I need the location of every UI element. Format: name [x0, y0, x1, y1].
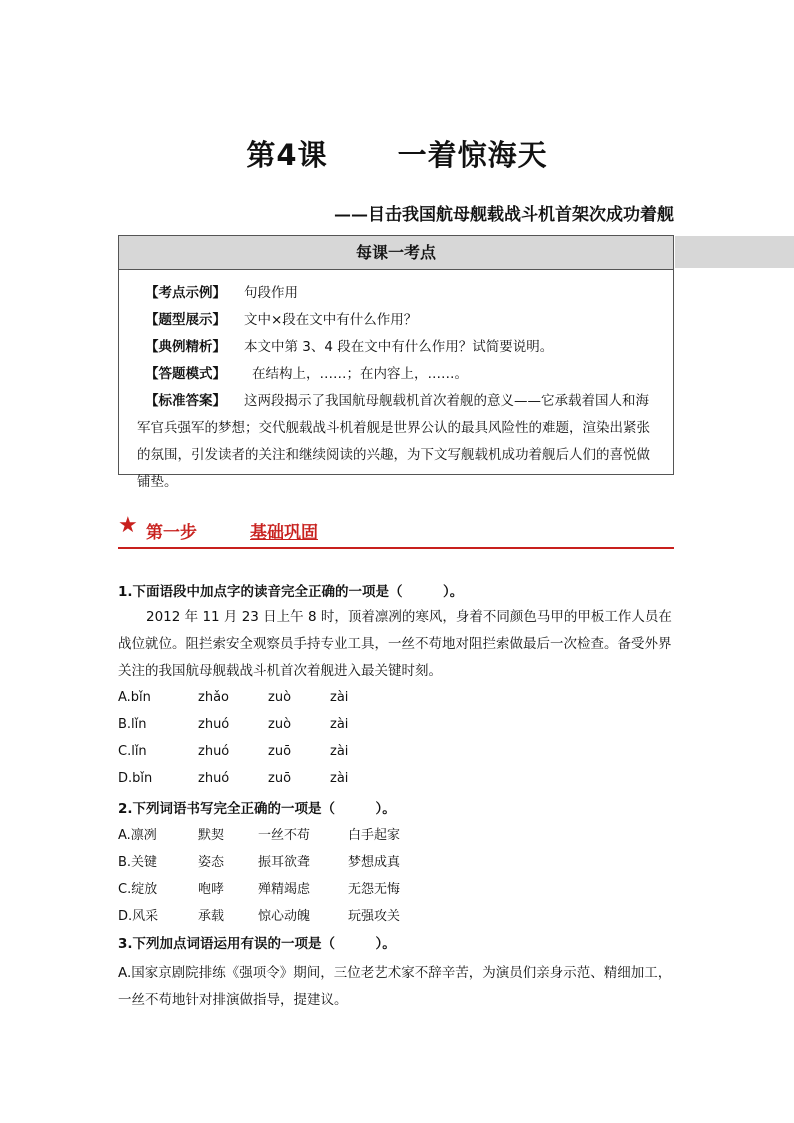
kv-row: 【答题模式】 在结构上，……；在内容上，……。 — [145, 366, 468, 382]
option-row[interactable]: C.lǐn zhuó zuō zài — [118, 744, 349, 759]
kv-row: 【题型展示】 文中×段在文中有什么作用？ — [145, 312, 418, 328]
option-row[interactable]: D.bǐn zhuó zuō zài — [118, 771, 349, 786]
option-row[interactable]: B.关键 姿态 振耳欲聋 梦想成真 — [118, 855, 401, 870]
step-heading — [118, 515, 674, 549]
question-1 — [118, 580, 678, 685]
box-header: 每课一考点 — [119, 236, 673, 270]
question-passage: 2012 年 11 月 23 日上午 8 时，顶着凛冽的寒风，身着不同颜色马甲的甲板工作人员在战位就位。阻拦索安全观察员手持专业工具，一丝不苟地对阻拦索做最后一次检查。备受外界关注的我国航母舰载战斗机首次着舰进入最关键时刻。 — [118, 609, 672, 679]
question-stem: 3.下列加点词语运用有误的一项是（ ）。 — [118, 936, 396, 952]
option-row[interactable]: A.凛冽 默契 一丝不苟 白手起家 — [118, 828, 401, 843]
standard-answer: 【标准答案】 这两段揭示了我国航母舰载机首次着舰的意义——它承载着国人和海军官兵强军的梦想；交代舰载战斗机着舰是世界公认的最具风险性的难题，渲染出紧张的氛围，引发读者的关注和继续阅读的兴趣，为下文写舰载机成功着舰后人们的喜悦做铺垫。 — [137, 393, 650, 490]
star-icon: ★ — [118, 513, 138, 538]
lesson-name: 一着惊海天 — [397, 138, 548, 172]
option-row[interactable]: D.风采 承载 惊心动魄 玩强攻关 — [118, 909, 401, 924]
step-name: 基础巩固 — [250, 523, 318, 543]
option-a-text[interactable]: A.国家京剧院排练《强项令》期间，三位老艺术家不辞辛苦，为演员们亲身示范、精细加工，一丝不苟地针对排演做指导，提建议。 — [118, 965, 672, 1008]
step-number: 第一步 — [146, 523, 197, 543]
lesson-number: 第4课 — [246, 138, 328, 172]
header-band-extension — [675, 236, 794, 268]
question-stem: 1.下面语段中加点字的读音完全正确的一项是（ ）。 — [118, 584, 464, 600]
lesson-subtitle: ——目击我国航母舰载战斗机首架次成功着舰 — [334, 205, 674, 225]
question-3 — [118, 932, 678, 1014]
question-2 — [118, 797, 678, 817]
kv-row: 【典例精析】 本文中第 3、4 段在文中有什么作用？试简要说明。 — [145, 339, 554, 355]
option-row[interactable]: B.lǐn zhuó zuò zài — [118, 717, 349, 732]
exam-point-box — [118, 235, 674, 490]
kv-row: 【考点示例】 句段作用 — [145, 285, 298, 301]
question-stem: 2.下列词语书写完全正确的一项是（ ）。 — [118, 801, 396, 817]
box-body — [119, 270, 673, 496]
option-row[interactable]: C.绽放 咆哮 殚精竭虑 无怨无悔 — [118, 882, 401, 897]
option-row[interactable]: A.bǐn zhǎo zuò zài — [118, 690, 349, 705]
lesson-title — [0, 133, 794, 173]
